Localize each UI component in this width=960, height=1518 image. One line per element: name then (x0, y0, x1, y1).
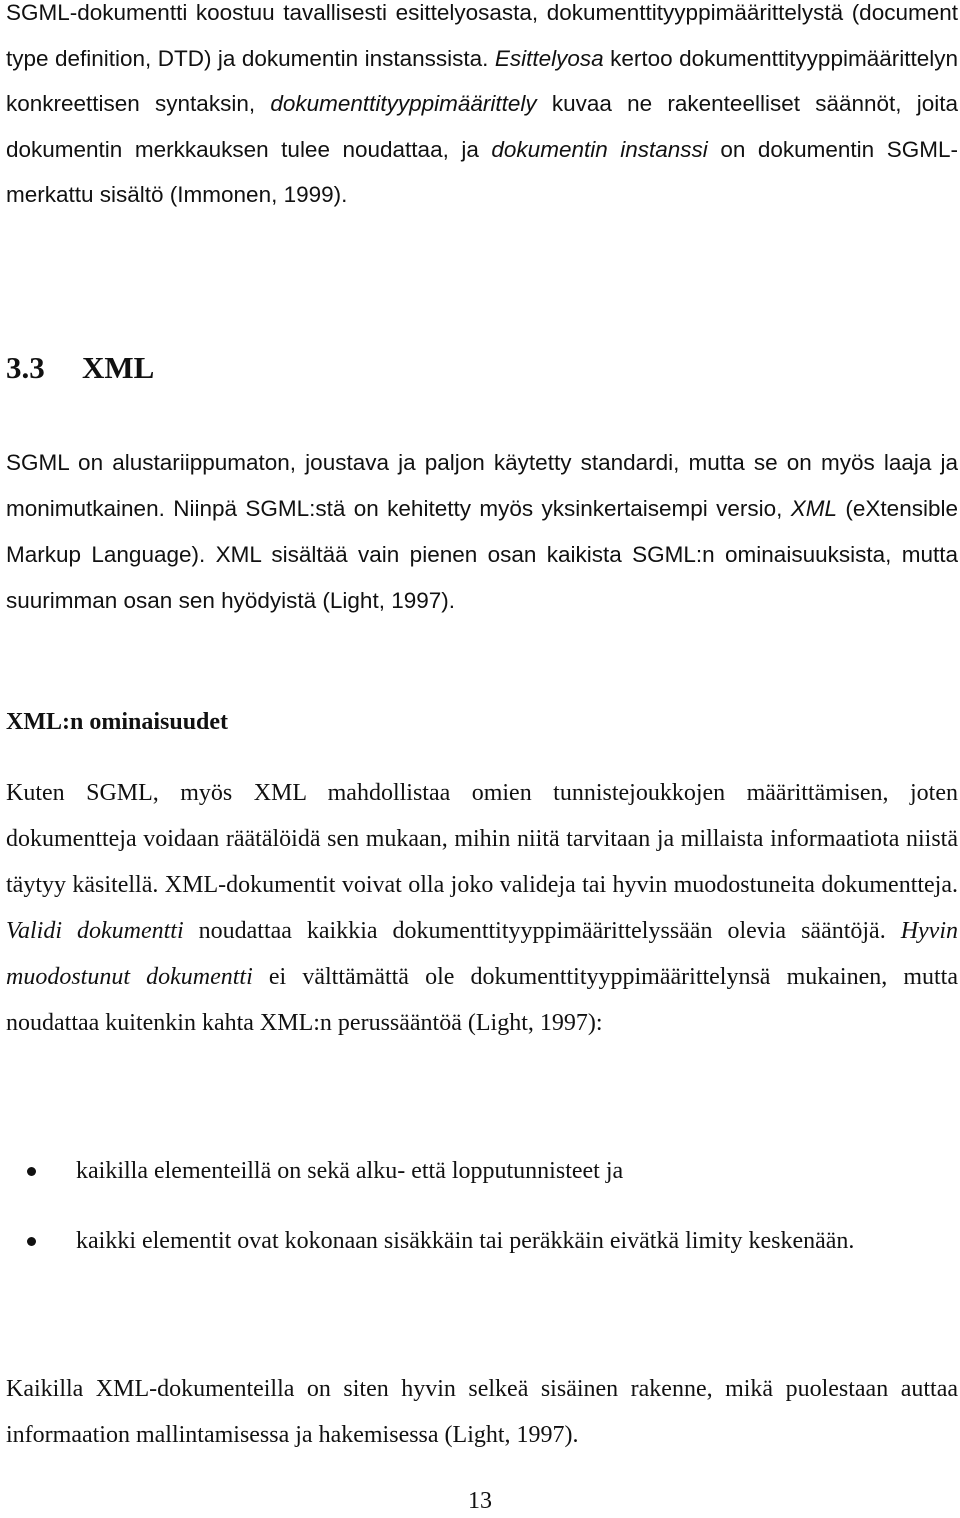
section-number: 3.3 (6, 350, 45, 385)
term-dokumenttityyppimaarittely: dokumenttityyppimäärittely (270, 91, 537, 116)
intro-paragraph: SGML-dokumentti koostuu tavallisesti esittelyosasta, dokumenttityyppimäärittelystä (document type definition, DTD) ja dokumentin instanssista. Esittelyosa kertoo dokumenttityyppimäärittelyn konkreettisen syntaksin, dokumenttityyppimäärittely kuvaa ne rakenteelliset säännöt, joita dokumentin merkkauksen tulee noudattaa, ja dokumentin instanssi on dokumentin SGML-merkattu sisältö (Immonen, 1999). (6, 0, 958, 207)
bullet-icon (27, 1237, 36, 1246)
term-dokumentin-instanssi: dokumentin instanssi (491, 136, 708, 162)
xml-paragraph: SGML on alustariippumaton, joustava ja paljon käytetty standardi, mutta se on myös laaja ja monimutkainen. Niinpä SGML:stä on kehitetty myös yksinkertaisempi versio, XML (eXtensible Markup Language). XML sisältää vain pienen osan kaikista SGML:n ominaisuuksista, mutta suurimman osan sen hyödyistä (Light, 1997). (6, 450, 958, 613)
term-esittelyosa: Esittelyosa (494, 45, 604, 71)
section-heading (6, 348, 154, 388)
section-title: XML (82, 350, 155, 385)
bullet-icon (27, 1167, 36, 1176)
page-number: 13 (468, 1488, 492, 1514)
closing-paragraph: Kaikilla XML-dokumenteilla on siten hyvin selkeä sisäinen rakenne, mikä puolestaan auttaa informaation mallintamisessa ja hakemisessa (Light, 1997). (6, 1376, 958, 1448)
subsection-heading: XML:n ominaisuudet (6, 709, 229, 735)
rules-list (6, 1148, 958, 1264)
term-hyvin-muodostunut-dokumentti: Hyvin muodostunut dokumentti (6, 918, 958, 990)
term-xml: XML (790, 496, 838, 521)
features-paragraph: Kuten SGML, myös XML mahdollistaa omien tunnistejoukkojen määrittämisen, joten dokumentteja voidaan räätälöidä sen mukaan, mihin niitä tarvitaan ja millaista informaatiota niistä täytyy käsitellä. XML-dokumentit voivat olla joko valideja tai hyvin muodostuneita dokumentteja. Validi dokumentti noudattaa kaikkia dokumenttityyppimäärittelyssään olevia sääntöjä. Hyvin muodostunut dokumentti ei välttämättä ole dokumenttityyppimäärittelynsä mukainen, mutta noudattaa kuitenkin kahta XML:n perussääntöä (Light, 1997): (6, 780, 959, 1036)
list-item: kaikki elementit ovat kokonaan sisäkkäin tai peräkkäin eivätkä limity keskenään. (6, 1218, 958, 1264)
list-item: kaikilla elementeillä on sekä alku- että lopputunnisteet ja (6, 1148, 958, 1194)
term-validi-dokumentti: Validi dokumentti (6, 918, 184, 944)
